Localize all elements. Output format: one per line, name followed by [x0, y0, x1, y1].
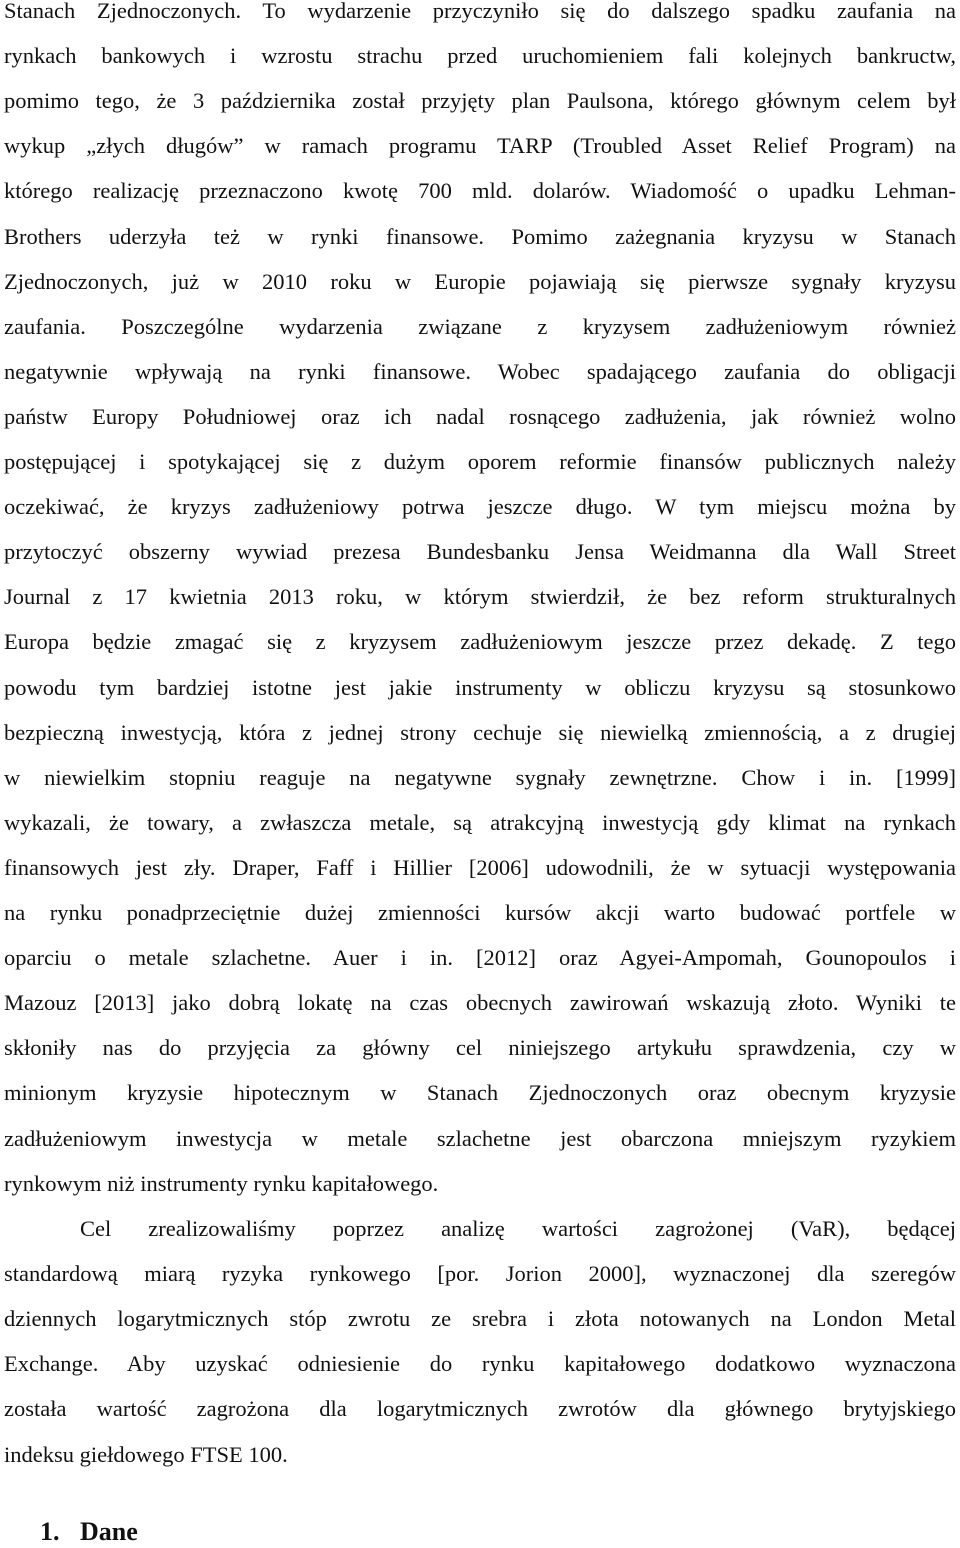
text-line: Brothers uderzyła też w rynki finansowe. Pomimo zażegnania kryzysu w Stanach — [4, 223, 956, 249]
text-line: Mazouz [2013] jako dobrą lokatę na czas obecnych zawirowań wskazują złoto. Wyniki te — [4, 990, 956, 1016]
text-line: postępującej i spotykającej się z dużym oporem reformie finansów publicznych należy — [4, 449, 956, 474]
text-line: rynkowym niż instrumenty rynku kapitałowego. — [4, 1170, 439, 1196]
text-line: na rynku ponadprzeciętnie dużej zmienności kursów akcji warto budować portfele w — [4, 900, 956, 925]
text-line: bezpieczną inwestycją, która z jednej strony cechuje się niewielką zmiennością, a z drugiej — [4, 719, 956, 745]
text-line: w niewielkim stopniu reaguje na negatywne sygnały zewnętrzne. Chow i in. [1999] — [4, 764, 956, 790]
text-line: Zjednoczonych, już w 2010 roku w Europie pojawiają się pierwsze sygnały kryzysu — [4, 268, 956, 294]
text-line: indeksu giełdowego FTSE 100. — [4, 1441, 288, 1467]
text-line: Europa będzie zmagać się z kryzysem zadłużeniowym jeszcze przez dekadę. Z tego — [4, 629, 956, 655]
text-line: skłoniły nas do przyjęcia za główny cel niniejszego artykułu sprawdzenia, czy w — [4, 1035, 956, 1061]
text-line: zaufania. Poszczególne wydarzenia związane z kryzysem zadłużeniowym również — [4, 313, 956, 339]
text-line: oczekiwać, że kryzys zadłużeniowy potrwa jeszcze długo. W tym miejscu można by — [4, 494, 956, 520]
text-line: Cel zrealizowaliśmy poprzez analizę wartości zagrożonej (VaR), będącej — [80, 1216, 956, 1241]
text-line: oparciu o metale szlachetne. Auer i in. [2012] oraz Agyei-Ampomah, Gounopoulos i — [4, 945, 956, 971]
text-line: państw Europy Południowej oraz ich nadal rosnącego zadłużenia, jak również wolno — [4, 403, 956, 429]
text-line: rynkach bankowych i wzrostu strachu przed uruchomieniem fali kolejnych bankructw, — [4, 43, 956, 69]
text-line: finansowych jest zły. Draper, Faff i Hillier [2006] udowodnili, że w sytuacji występowania — [4, 854, 956, 880]
text-line: dziennych logarytmicznych stóp zwrotu ze srebra i złota notowanych na London Metal — [4, 1306, 956, 1332]
text-line: wykazali, że towary, a zwłaszcza metale, są atrakcyjną inwestycją gdy klimat na rynkach — [4, 809, 956, 835]
section-heading — [40, 1516, 138, 1548]
section-number: 1. — [40, 1517, 60, 1546]
text-line: przytoczyć obszerny wywiad prezesa Bundesbanku Jensa Weidmanna dla Wall Street — [4, 539, 956, 565]
text-line: standardową miarą ryzyka rynkowego [por. Jorion 2000], wyznaczonej dla szeregów — [4, 1261, 956, 1287]
text-line: pomimo tego, że 3 października został przyjęty plan Paulsona, którego głównym celem był — [4, 88, 956, 114]
text-line: wykup „złych długów” w ramach programu TARP (Troubled Asset Relief Program) na — [4, 133, 956, 159]
section-title: Dane — [80, 1517, 138, 1546]
text-line: powodu tym bardziej istotne jest jakie instrumenty w obliczu kryzysu są stosunkowo — [4, 674, 956, 700]
text-line: zadłużeniowym inwestycja w metale szlachetne jest obarczona mniejszym ryzykiem — [4, 1125, 956, 1151]
text-line: negatywnie wpływają na rynki finansowe. Wobec spadającego zaufania do obligacji — [4, 358, 956, 384]
text-line: Stanach Zjednoczonych. To wydarzenie przyczyniło się do dalszego spadku zaufania na — [4, 0, 956, 23]
text-line: Exchange. Aby uzyskać odniesienie do rynku kapitałowego dodatkowo wyznaczona — [4, 1351, 956, 1377]
text-line: którego realizację przeznaczono kwotę 700 mld. dolarów. Wiadomość o upadku Lehman- — [4, 178, 956, 204]
text-line: minionym kryzysie hipotecznym w Stanach Zjednoczonych oraz obecnym kryzysie — [4, 1080, 956, 1106]
text-line: Journal z 17 kwietnia 2013 roku, w którym stwierdził, że bez reform strukturalnych — [4, 584, 956, 610]
text-line: została wartość zagrożona dla logarytmicznych zwrotów dla głównego brytyjskiego — [4, 1396, 956, 1422]
